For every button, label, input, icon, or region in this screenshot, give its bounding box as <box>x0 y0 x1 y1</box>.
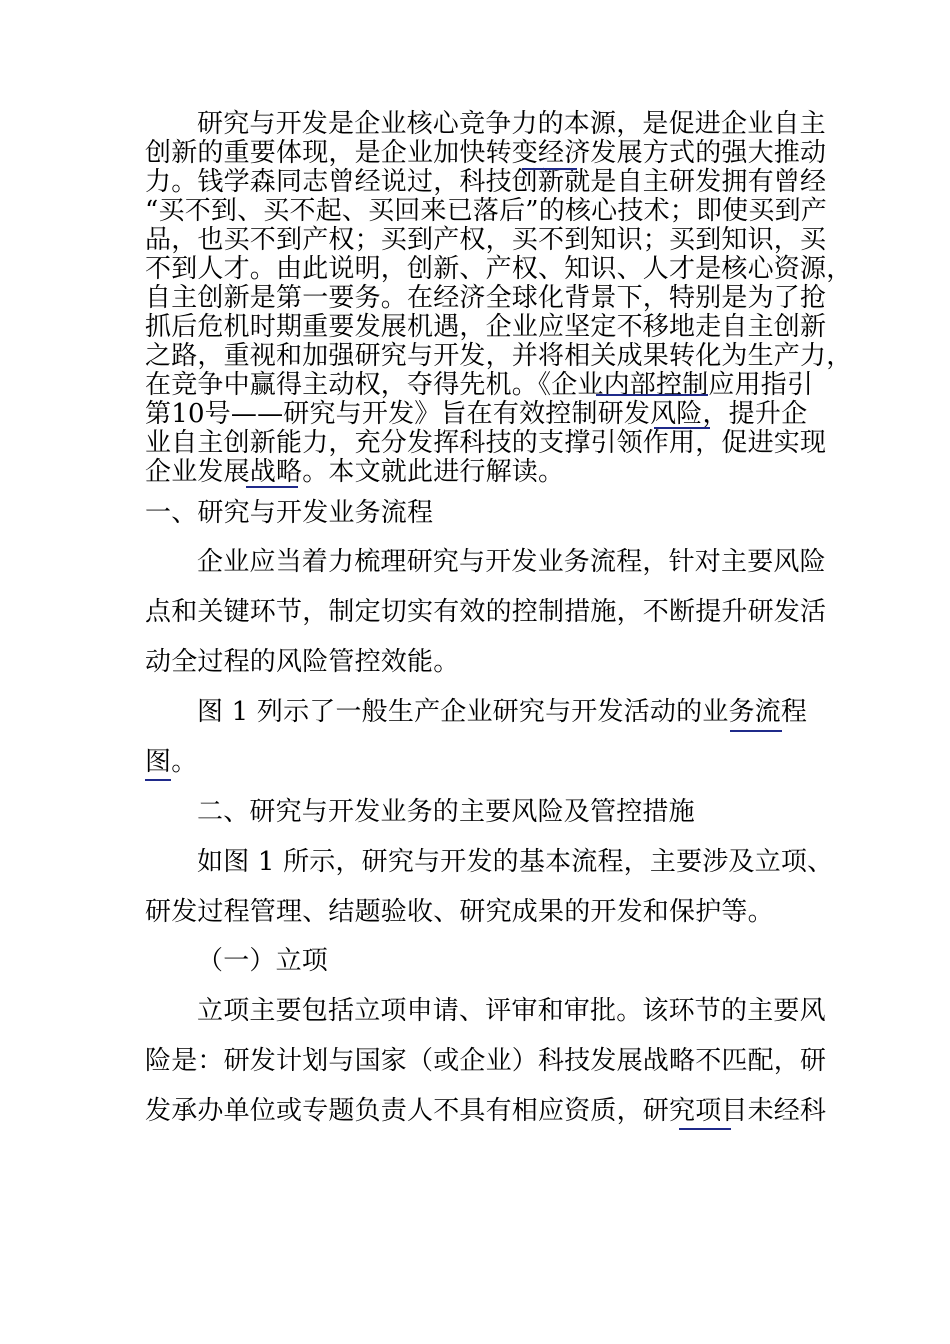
intro-line-13: 企业发展战略。本文就此进行解读。 <box>145 457 565 487</box>
figure-ref-line-2: 图。 <box>145 747 198 777</box>
subsection1-para-line-3: 发承办单位或专题负责人不具有相应资质，研究项目未经科 <box>145 1096 827 1126</box>
subsection1-para-line-2: 险是：研发计划与国家（或企业）科技发展战略不匹配，研 <box>145 1046 827 1076</box>
intro-line-2: 创新的重要体现，是企业加快转变经济发展方式的强大推动 <box>145 138 827 168</box>
intro-line-7: 自主创新是第一要务。在经济全球化背景下，特别是为了抢 <box>145 283 827 313</box>
section2-para-line-1: 如图 1 所示，研究与开发的基本流程，主要涉及立项、 <box>197 847 834 877</box>
intro-line-8: 抓后危机时期重要发展机遇，企业应坚定不移地走自主创新 <box>145 312 827 342</box>
intro-line-11: 第10号——研究与开发》旨在有效控制研发风险，提升企 <box>145 399 808 429</box>
intro-line-10: 在竞争中赢得主动权，夺得先机。《企业内部控制应用指引 <box>145 370 814 400</box>
hyperlink-underline[interactable] <box>654 427 710 429</box>
subsection1-para-line-1: 立项主要包括立项申请、评审和审批。该环节的主要风 <box>197 996 826 1026</box>
hyperlink-underline[interactable] <box>246 486 298 488</box>
intro-line-6: 不到人才。由此说明，创新、产权、知识、人才是核心资源， <box>145 254 853 284</box>
section2-para-line-2: 研发过程管理、结题验收、研究成果的开发和保护等。 <box>145 897 774 927</box>
hyperlink-underline[interactable] <box>145 779 171 781</box>
section1-para-line-1: 企业应当着力梳理研究与开发业务流程，针对主要风险 <box>197 547 826 577</box>
hyperlink-underline[interactable] <box>730 730 782 732</box>
intro-line-5: 品，也买不到产权；买到产权，买不到知识；买到知识，买 <box>145 225 827 255</box>
figure-ref-line-1: 图 1 列示了一般生产企业研究与开发活动的业务流程 <box>197 697 808 727</box>
intro-line-9: 之路，重视和加强研究与开发，并将相关成果转化为生产力， <box>145 341 853 371</box>
intro-line-12: 业自主创新能力，充分发挥科技的支撑引领作用，促进实现 <box>145 428 827 458</box>
section1-para-line-3: 动全过程的风险管控效能。 <box>145 647 460 677</box>
section1-para-line-2: 点和关键环节，制定切实有效的控制措施，不断提升研发活 <box>145 597 827 627</box>
intro-line-1: 研究与开发是企业核心竞争力的本源，是促进企业自主 <box>197 109 826 139</box>
intro-line-3: 力。钱学森同志曾经说过，科技创新就是自主研发拥有曾经 <box>145 167 827 197</box>
hyperlink-underline[interactable] <box>679 1128 731 1130</box>
hyperlink-underline[interactable] <box>596 394 708 396</box>
section1-heading: 一、研究与开发业务流程 <box>145 498 434 528</box>
intro-line-4: “买不到、买不起、买回来已落后”的核心技术；即使买到产 <box>145 196 827 226</box>
section2-heading: 二、研究与开发业务的主要风险及管控措施 <box>197 797 695 827</box>
subsection1-heading: （一）立项 <box>197 946 329 976</box>
hyperlink-underline[interactable] <box>522 168 577 170</box>
